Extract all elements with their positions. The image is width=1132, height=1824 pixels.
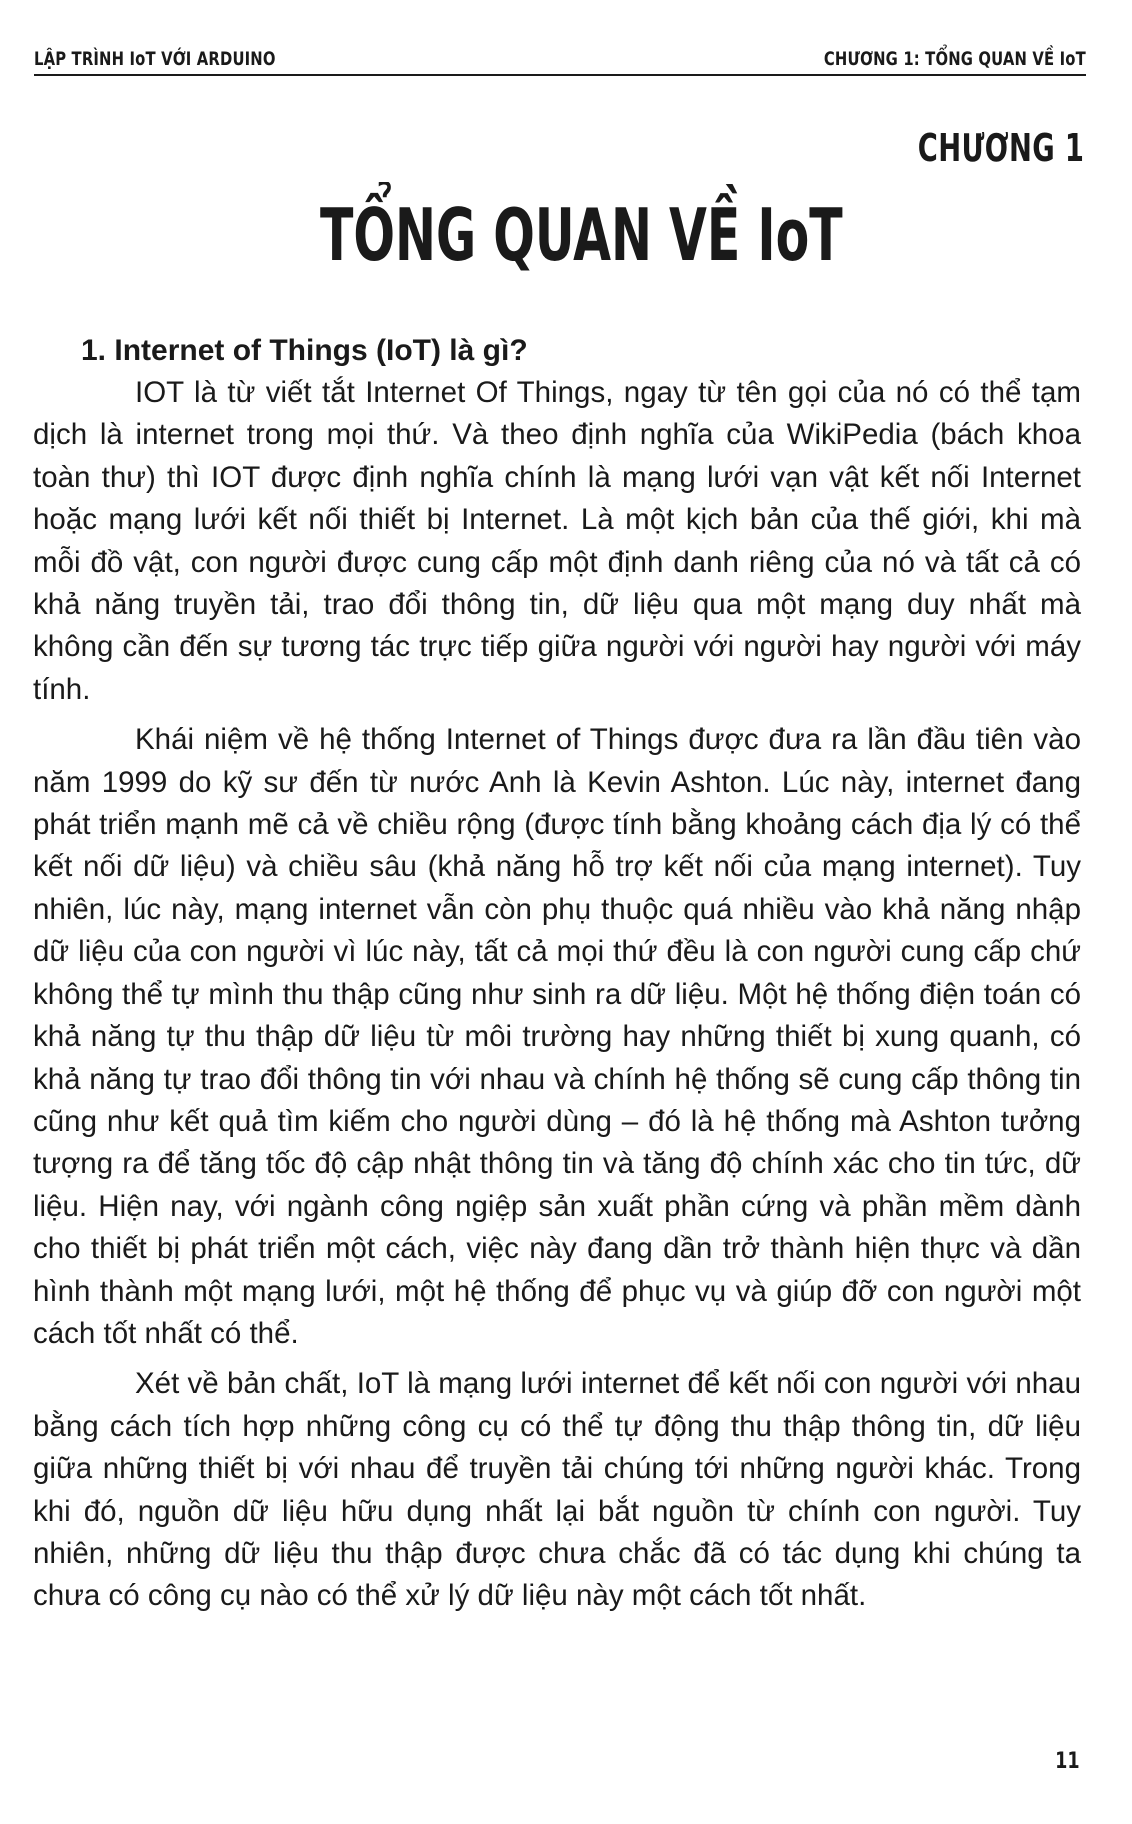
chapter-label: CHƯƠNG 1 (917, 126, 1084, 170)
running-header (34, 42, 1086, 76)
section-heading: 1. Internet of Things (IoT) là gì? (81, 334, 528, 367)
chapter-title-text: TỔNG QUAN VỀ IoT (319, 193, 843, 277)
paragraph-1: IOT là từ viết tắt Internet Of Things, ngay từ tên gọi của nó có thể tạm dịch là internet trong mọi thứ. Và theo định nghĩa của WikiPedia (bách khoa toàn thư) thì IOT được định nghĩa chính là mạng lưới vạn vật kết nối Internet hoặc mạng lưới kết nối thiết bị Internet. Là một kịch bản của thế giới, khi mà mỗi đồ vật, con người được cung cấp một định danh riêng của nó và tất cả có khả năng truyền tải, trao đổi thông tin, dữ liệu qua một mạng duy nhất mà không cần đến sự tương tác trực tiếp giữa người với người hay người với máy tính. (33, 376, 1081, 706)
page-number: 11 (1055, 1749, 1080, 1774)
book-title: LẬP TRÌNH IoT VỚI ARDUINO (34, 48, 276, 70)
chapter-title (0, 190, 1132, 280)
paragraph-2: Khái niệm về hệ thống Internet of Things được đưa ra lần đầu tiên vào năm 1999 do kỹ sư đến từ nước Anh là Kevin Ashton. Lúc này, internet đang phát triển mạnh mẽ cả về chiều rộng (được tính bằng khoảng cách địa lý có thể kết nối dữ liệu) và chiều sâu (khả năng hỗ trợ kết nối của mạng internet). Tuy nhiên, lúc này, mạng internet vẫn còn phụ thuộc quá nhiều vào khả năng nhập dữ liệu của con người vì lúc này, tất cả mọi thứ đều là con người cung cấp chứ không thể tự mình thu thập cũng như sinh ra dữ liệu. Một hệ thống điện toán có khả năng tự thu thập dữ liệu từ môi trường hay những thiết bị xung quanh, có khả năng tự trao đổi thông tin với nhau và chính hệ thống sẽ cung cấp thông tin cũng như kết quả tìm kiếm cho người dùng – đó là hệ thống mà Ashton tưởng tượng ra để tăng tốc độ cập nhật thông tin và tăng độ chính xác cho tin tức, dữ liệu. Hiện nay, với ngành công ngiệp sản xuất phần cứng và phần mềm dành cho thiết bị phát triển một cách, việc này đang dần trở thành hiện thực và dần hình thành một mạng lưới, một hệ thống để phục vụ và giúp đỡ con người một cách tốt nhất có thể. (33, 723, 1081, 1350)
paragraph-3: Xét về bản chất, IoT là mạng lưới internet để kết nối con người với nhau bằng cách tích hợp những công cụ có thể tự động thu thập thông tin, dữ liệu giữa những thiết bị với nhau để truyền tải chúng tới những người khác. Trong khi đó, nguồn dữ liệu hữu dụng nhất lại bắt nguồn từ chính con người. Tuy nhiên, những dữ liệu thu thập được chưa chắc đã có tác dụng khi chúng ta chưa có công cụ nào có thể xử lý dữ liệu này một cách tốt nhất. (33, 1367, 1081, 1613)
chapter-reference: CHƯƠNG 1: TỔNG QUAN VỀ IoT (824, 48, 1086, 70)
page-body (33, 330, 1081, 1618)
